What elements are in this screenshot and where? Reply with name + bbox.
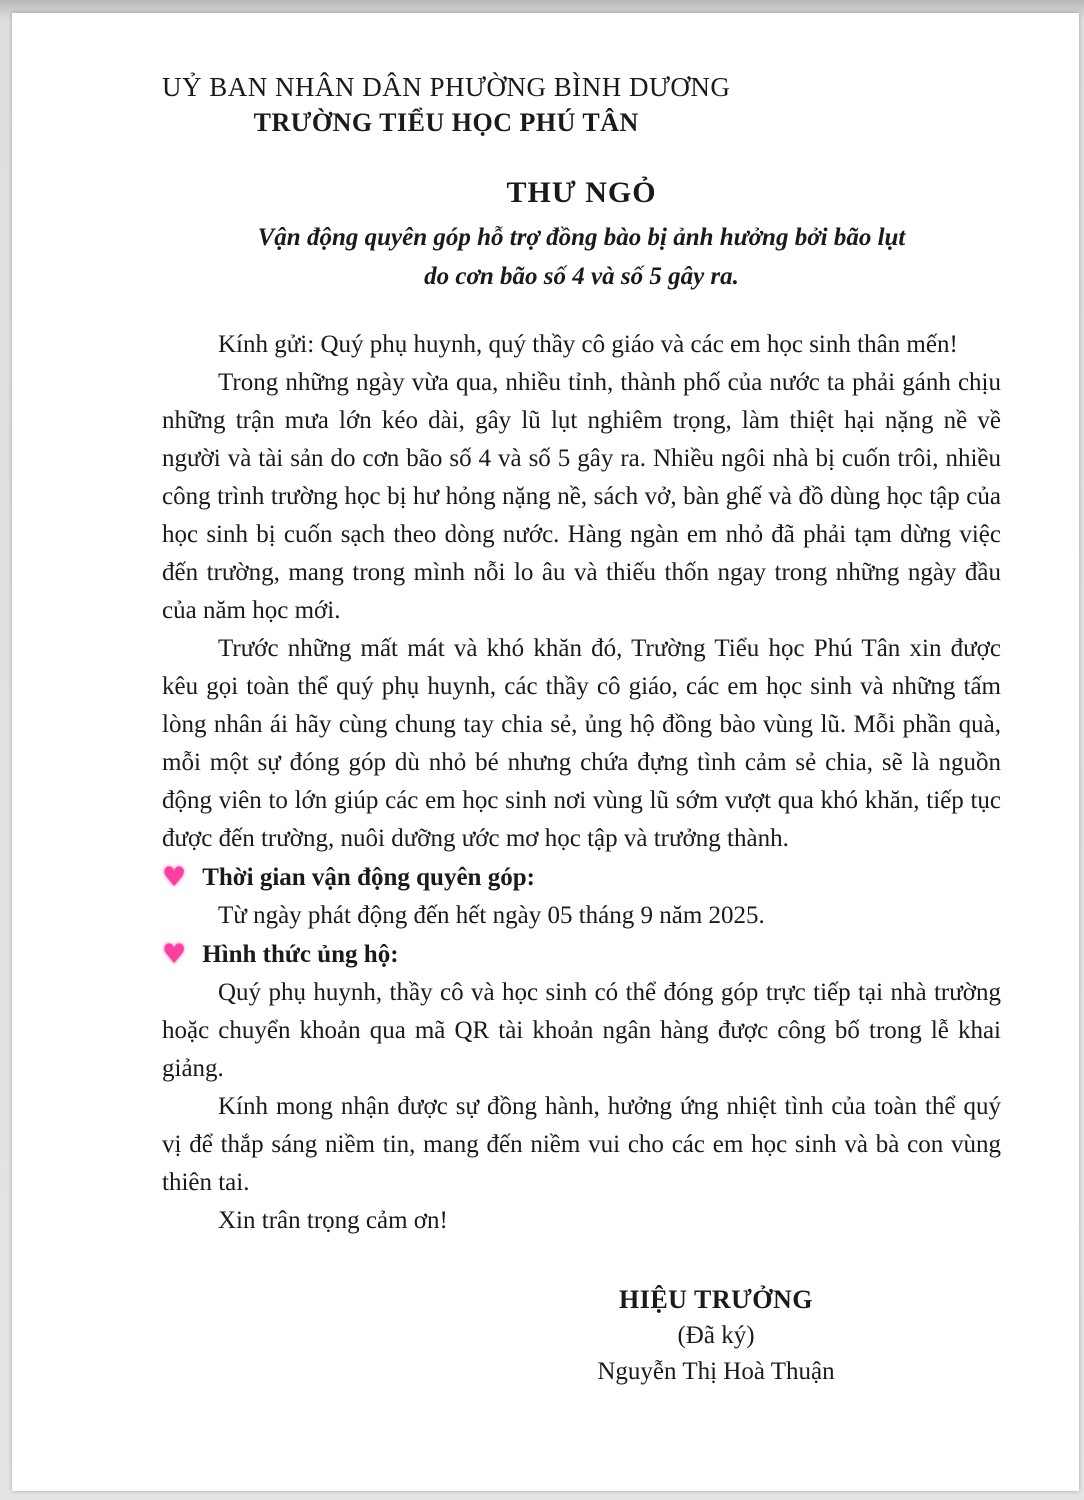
section-heading-time-label: Thời gian vận động quyên góp: <box>202 864 535 891</box>
thanks-line: Xin trân trọng cảm ơn! <box>218 1207 448 1234</box>
school-name: TRƯỜNG TIỂU HỌC PHÚ TÂN <box>253 108 639 137</box>
section-method-text: Quý phụ huynh, thầy cô và học sinh có thể đóng góp trực tiếp tại nhà trường hoặc chuyển khoản qua mã QR tài khoản ngân hàng được công bố trong lễ khai giảng. <box>162 979 1001 1082</box>
section-heading-time <box>162 858 1001 897</box>
paragraph-appeal: Trước những mất mát và khó khăn đó, Trường Tiểu học Phú Tân xin được kêu gọi toàn thể quý phụ huynh, các thầy cô giáo, các em học sinh và những tấm lòng nhân ái hãy cùng chung tay chia sẻ, ủng hộ đồng bào vùng lũ. Mỗi phần quà, mỗi một sự đóng góp dù nhỏ bé nhưng chứa đựng tình cảm sẻ chia, sẽ là nguồn động viên to lớn giúp các em học sinh nơi vùng lũ sớm vượt qua khó khăn, tiếp tục được đến trường, nuôi dưỡng ước mơ học tập và trưởng thành. <box>162 635 1001 852</box>
document-page <box>12 13 1079 1491</box>
signer-name: Nguyễn Thị Hoà Thuận <box>597 1358 835 1385</box>
signer-role: HIỆU TRƯỞNG <box>618 1285 814 1314</box>
salutation: Kính gửi: Quý phụ huynh, quý thầy cô giáo và các em học sinh thân mến! <box>218 331 958 358</box>
issuing-authority: UỶ BAN NHÂN DÂN PHƯỜNG BÌNH DƯƠNG <box>162 72 731 102</box>
letter-body <box>162 326 1001 1240</box>
section-heading-method-label: Hình thức ủng hộ: <box>202 941 399 968</box>
title-block <box>162 173 1001 296</box>
closing-paragraph: Kính mong nhận được sự đồng hành, hưởng ứng nhiệt tình của toàn thể quý vị để thắp sáng niềm tin, mang đến niềm vui cho các em học sinh và bà con vùng thiên tai. <box>162 1093 1001 1196</box>
section-time-text: Từ ngày phát động đến hết ngày 05 tháng 9 năm 2025. <box>218 902 765 929</box>
heart-icon: ♥ <box>162 862 187 893</box>
document-subtitle-line2: do cơn bão số 4 và số 5 gây ra. <box>424 263 739 290</box>
document-header <box>162 69 730 141</box>
document-content <box>12 13 1079 1390</box>
document-title: THƯ NGỎ <box>506 176 657 209</box>
heart-icon: ♥ <box>162 939 187 970</box>
paragraph-situation: Trong những ngày vừa qua, nhiều tỉnh, thành phố của nước ta phải gánh chịu những trận mưa lớn kéo dài, gây lũ lụt nghiêm trọng, làm thiệt hại nặng nề về người và tài sản do cơn bão số 4 và số 5 gây ra. Nhiều ngôi nhà bị cuốn trôi, nhiều công trình trường học bị hư hỏng nặng nề, sách vở, bàn ghế và đồ dùng học tập của học sinh bị cuốn sạch theo dòng nước. Hàng ngàn em nhỏ đã phải tạm dừng việc đến trường, mang trong mình nỗi lo âu và thiếu thốn ngay trong những ngày đầu của năm học mới. <box>162 369 1001 624</box>
signed-note: (Đã ký) <box>677 1322 755 1349</box>
section-heading-method <box>162 935 1001 974</box>
document-subtitle-line1: Vận động quyên góp hỗ trợ đồng bào bị ảnh hưởng bởi bão lụt <box>257 224 906 251</box>
signature-block <box>546 1282 886 1390</box>
